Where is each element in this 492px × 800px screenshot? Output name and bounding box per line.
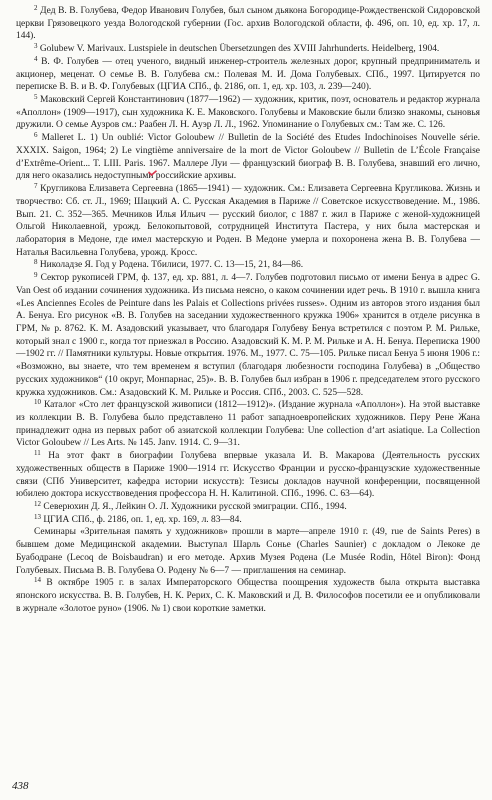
footnote-text: ЦГИА СПб., ф. 2186, оп. 1, ед. хр. 169, л. 83—84. — [43, 514, 242, 525]
footnote-number: 9 — [34, 271, 38, 280]
footnote-number: 5 — [34, 93, 38, 102]
footnote-text: В. Ф. Голубев — отец ученого, видный инженер-строитель железных дорог, крупный предприниматель и акционер, меценат. О семье В. В. Голубева см.: Полевая М. И. Дома Голубевых. СПб., 1997. Цитируется по переписке В. В. и В. Ф. Голубевых (ЦГИА СПб., ф. 2186, оп. 1, ед. хр. 103, л. 239—240). — [16, 56, 480, 93]
footnote-text: Николадзе Я. Год у Родена. Тбилиси, 1977. С. 13—15, 21, 84—86. — [39, 260, 304, 271]
footnote-10 — [16, 399, 480, 450]
footnote-number: 4 — [34, 54, 38, 63]
footnote-text: Маковский Сергей Константинович (1877—1962) — художник, критик, поэт, основатель и редактор журнала «Аполлон» (1909—1917), сын художника К. Е. Маковского. Голубевы и Маковские были близко знакомы, сыновья дружили. О семье Аузров см.: Раабен Л. Н. Ауэр Л. Л., 1962. Упоминание о Голубевых см.: Там же. С. 126. — [16, 95, 480, 131]
footnote-text: Кругликова Елизавета Сергеевна (1865—1941) — художник. См.: Елизавета Сергеевна Кругликова. Жизнь и творчество: Сб. ст. Л., 1969; Шацкий А. С. Русская Академия в Париже // Советское искусствоведение. М., 1986. Вып. 21. С. 352—365. Мечников Илья Ильич — русский биолог, с 1887 г. жил в Париже с женой-художницей Ольгой Николаевной, урожд. Белокопытовой, сотрудницей Института Пастера, у них была мастерская и лаборатория в Медоне, где имел мастерскую и Роден. В Медоне умерла и похоронена жена В. В. Голубева — Наталья Васильевна Голубева, урожд. Кросс. — [16, 184, 481, 258]
footnote-text: Северюхин Д. Я., Лейкин О. Л. Художники русской эмиграции. СПб., 1994. — [43, 502, 347, 513]
footnote-3 — [16, 43, 480, 56]
footnote-number: 11 — [34, 449, 41, 458]
footnote-number: 14 — [34, 576, 41, 585]
footnote-6 — [16, 132, 480, 183]
footnote-13 — [16, 514, 480, 527]
footnote-text: Malleret L. 1) Un oublié: Victor Goloubew // Bulletin de la Société des Etudes Indochinoises Nouvelle série. XXXIX. Saigon, 1964; 2) Le vingtième anniversaire de la mort de Victor Goloubew // Bulletin de L’École Française d’Extrême-Orient... T. LIII. Paris. 1967. Маллере Луи — французский биограф В. В. Голубева, знавший его лично, для него оказались недоступными российские архивы. — [16, 133, 480, 182]
footnote-8 — [16, 259, 480, 272]
footnote-number: 10 — [34, 398, 41, 407]
footnote-number: 8 — [34, 258, 38, 267]
footnote-5 — [16, 94, 480, 132]
footnote-number: 2 — [34, 4, 38, 12]
footnote-text: Семинары «Зрительная память у художников» прошли в марте—апреле 1910 г. (49, rue de Saints Peres) в бывшем доме Медицинской академии. Выступал Шарль Сонье (Charles Saunier) с докладом о Лекоке де Буабодране (Lecoq de Boisbaudran) и его методе. Архив Музея Родена (Le Musée Rodin, Hôtel Biron): Фонд Голубевых. Письма В. В. Голубева О. Родену № 6—7 — приглашения на семинар. — [16, 527, 480, 576]
footnote-4 — [16, 56, 480, 94]
footnote-text: Дед В. В. Голубева, Федор Иванович Голубев, был сыном дьякона Богородице-Рождественской Сидоровской церкви Грязовецкого уезда Вологодской губернии (Гос. архив Вологодской области, ф. 496, оп. 10, ед. хр. 17, л. 144). — [16, 6, 480, 42]
footnote-number: 3 — [34, 42, 38, 51]
footnote-14 — [16, 577, 480, 615]
page-number: 438 — [12, 780, 29, 792]
footnote-text: Golubew V. Marivaux. Lustspiele in deutschen Übersetzungen des XVIII Jahrhunderts. Heidelberg, 1904. — [39, 44, 440, 55]
red-check-mark — [148, 170, 157, 176]
footnote-number: 13 — [34, 512, 41, 521]
footnotes-block — [16, 5, 480, 616]
footnote-12 — [16, 501, 480, 514]
footnote-text: Сектор рукописей ГРМ, ф. 137, ед. хр. 881, л. 4—7. Голубев подготовил письмо от имени Бенуа в адрес G. Van Oest об издании сочинения художника. Из письма неясно, о каком сочинении идет речь. В 1910 г. вышла книга «Les Anciennes Ecoles de Peinture dans les Palais et Collections privées russes». Одним из авторов этого издания был А. Бенуа. Его рисунок «В. В. Голубев на заседании художественного кружка 1906» хранится в отделе рисунка в ГРМ, № р. 8762. К. М. Азадовский указывает, что благодаря Голубеву Бенуа встретился с поэтом Р. М. Рильке, который знал с 1900 г., когда тот приезжал в Россию. Азадовский К. М. Р. М. Рильке и А. Н. Бенуа. Переписка 1900—1902 гг. // Памятники культуры. Новые открытия. 1976. М., 1977. С. 75—105. Рильке писал Бенуа 5 июня 1906 г.: «Возможно, вы знаете, что тем временем я вступил (благодаря любезности господина Голубева) в „Общество русских художников“ (10 округ, Монпарнас, 25)». В. В. Голубев был избран в 1906 г. председателем этого русского кружка художников. См.: Азадовский К. М. Рильке и Россия. СПб., 2003. С. 525—528. — [16, 273, 481, 398]
footnote-text: Каталог «Сто лет французской живописи (1812—1912)». (Издание журнала «Аполлон»). На этой выставке из коллекции В. В. Голубева было представлено 11 работ западноевропейских художников. Перу Рене Жана принадлежит одна из первых работ об азиатской коллекции Голубева: Une collection d’art asiatique. La Collection Victor Goloubew // Les Arts. № 145. Janv. 1914. С. 9—31. — [16, 400, 480, 449]
footnote-number: 12 — [34, 500, 41, 509]
footnote-text: В октябре 1905 г. в залах Императорского Общества поощрения художеств была открыта выставка японского искусства. В. В. Голубев, Н. К. Рерих, С. К. Маковский и Д. В. Философов посетили ее и опубликовали в журнале «Золотое руно» (1906. № 1) свои короткие заметки. — [16, 578, 481, 614]
footnote-text: На этот факт в биографии Голубева впервые указала И. В. Макарова (Деятельность русских художественных обществ в Париже 1900—1914 гг. Искусство Франции и русско-французские художественные связи (СПб Университет, кафедра истории искусств): Тезисы докладов научной конференции, посвященной юбилею доктора искусствоведения профессора Н. Н. Калитиной. СПб., 1996. С. 63—64). — [16, 451, 480, 500]
footnote-7 — [16, 183, 480, 259]
footnote-11 — [16, 450, 480, 501]
footnote-9 — [16, 272, 480, 399]
footnote-number: 7 — [34, 182, 38, 191]
footnote-number: 6 — [34, 131, 38, 140]
footnote-13-continuation — [16, 526, 480, 577]
footnote-2 — [16, 5, 480, 43]
